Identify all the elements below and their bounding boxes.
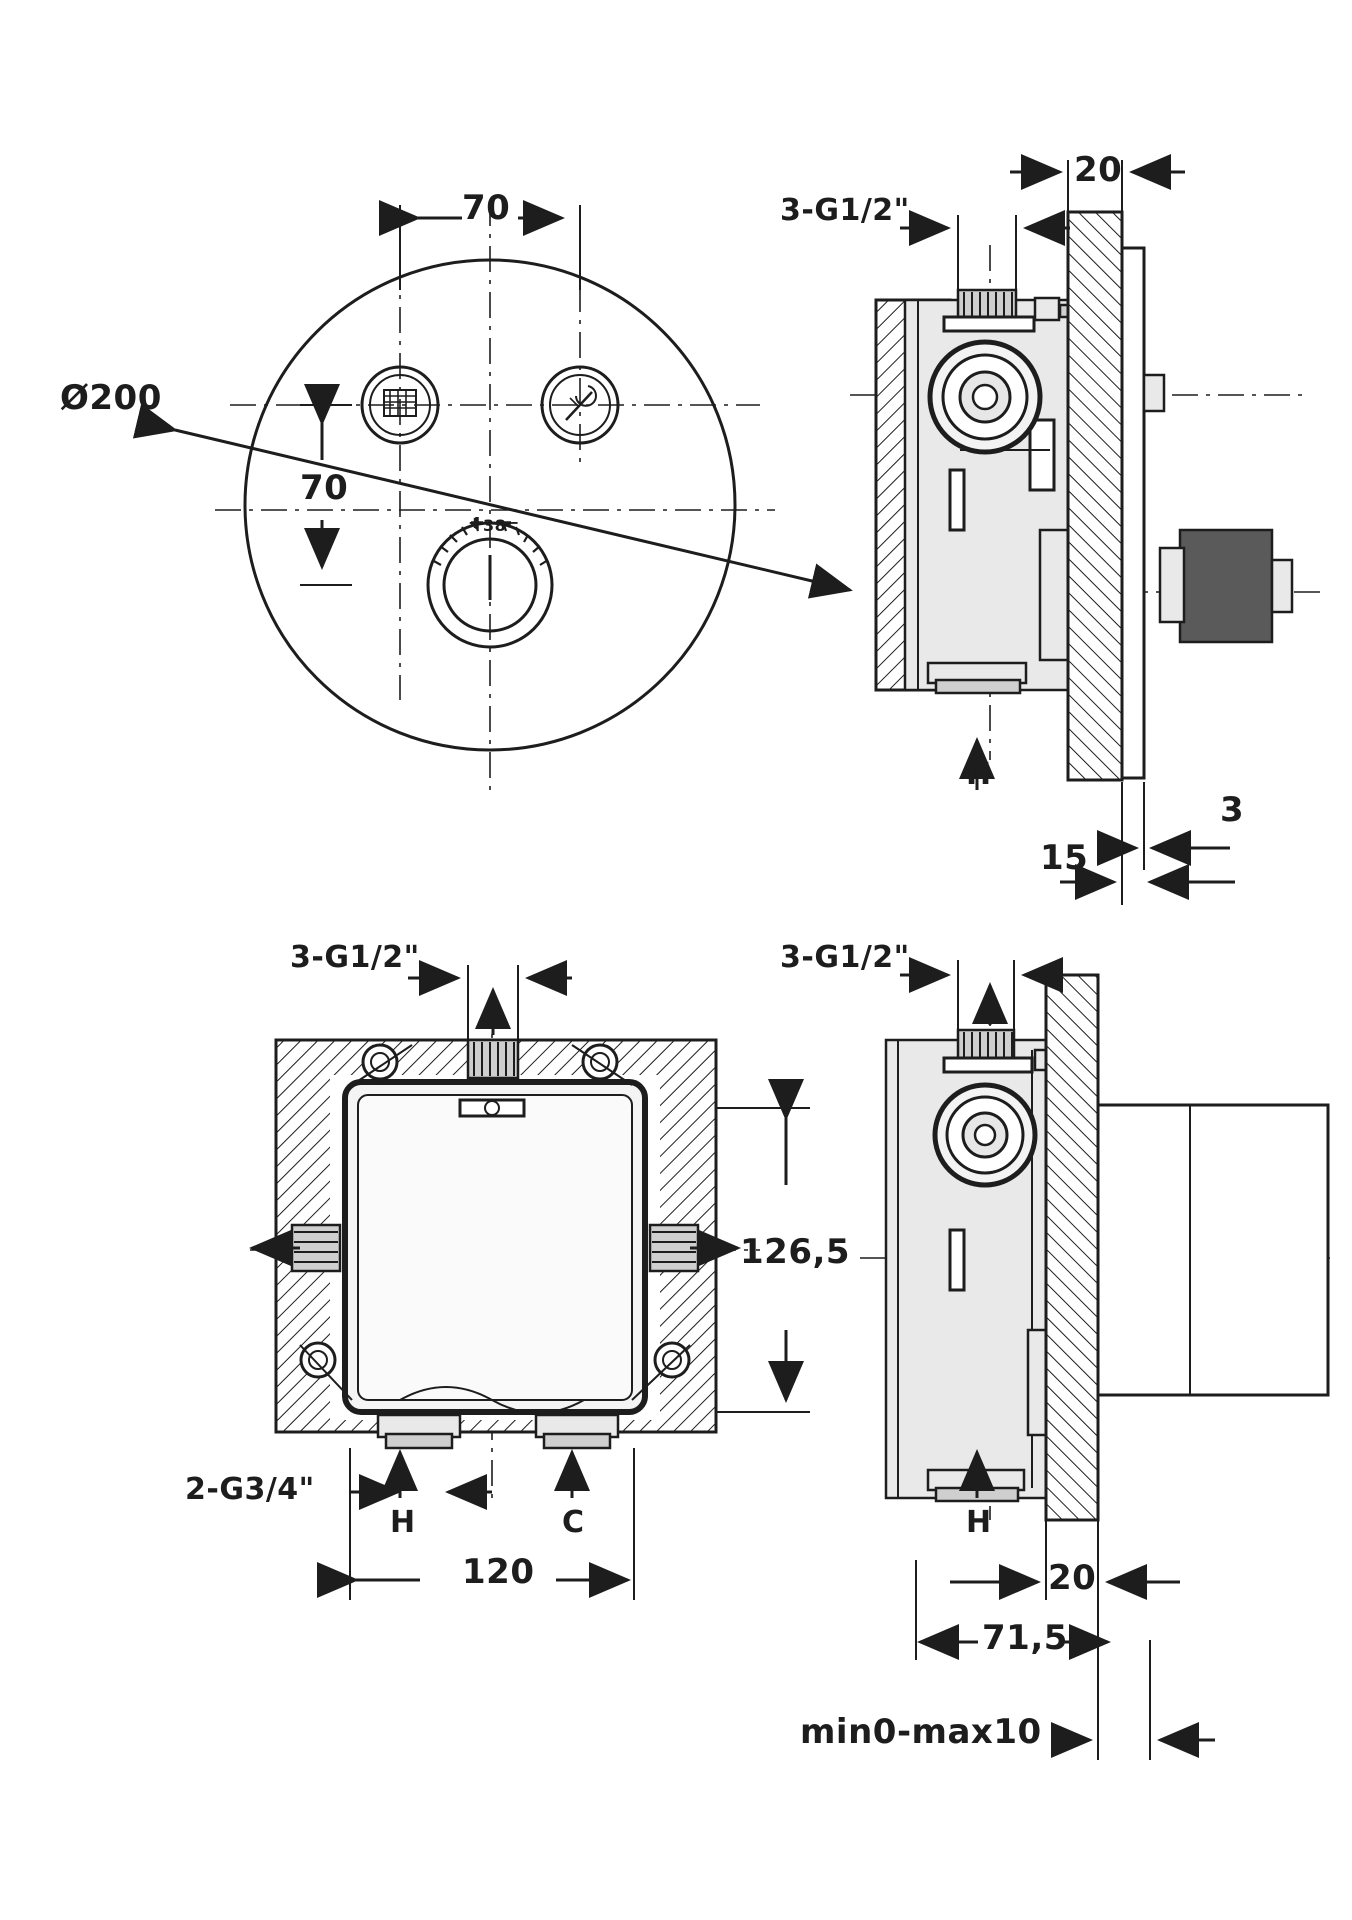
knob-temperature-label: 38	[483, 516, 507, 535]
plan-section-view-bottom-left	[250, 965, 810, 1600]
dim-min0-max10: min0-max10	[800, 1712, 1042, 1752]
dim-3-g12-bottom-right: 3-G1/2"	[780, 940, 910, 975]
knob-minus-label: −	[506, 513, 520, 532]
front-view-round-plate	[175, 200, 850, 790]
dim-126-5: 126,5	[740, 1232, 851, 1272]
dim-120: 120	[462, 1552, 535, 1592]
side-section-view-top-right	[850, 160, 1320, 905]
port-label-h-plan: H	[390, 1505, 416, 1540]
port-label-h-bottom-right: H	[966, 1505, 992, 1540]
port-label-h-top-right: H	[966, 757, 992, 792]
knob-plus-label: +	[468, 513, 482, 532]
dim-70-horizontal: 70	[462, 188, 511, 228]
dim-diameter-200: Ø200	[60, 378, 162, 418]
dim-71-5: 71,5	[982, 1618, 1068, 1658]
dim-70-vertical: 70	[300, 468, 349, 508]
dim-3: 3	[1220, 790, 1245, 830]
port-label-c-plan: C	[562, 1505, 585, 1540]
dim-3-g12-top: 3-G1/2"	[780, 193, 910, 228]
dim-20-top: 20	[1074, 150, 1123, 190]
dim-2-g34: 2-G3/4"	[185, 1472, 315, 1507]
dim-15: 15	[1040, 838, 1089, 878]
side-section-view-bottom-right	[860, 960, 1330, 1760]
dim-3-g12-plan: 3-G1/2"	[290, 940, 420, 975]
dim-20-bottom: 20	[1048, 1558, 1097, 1598]
